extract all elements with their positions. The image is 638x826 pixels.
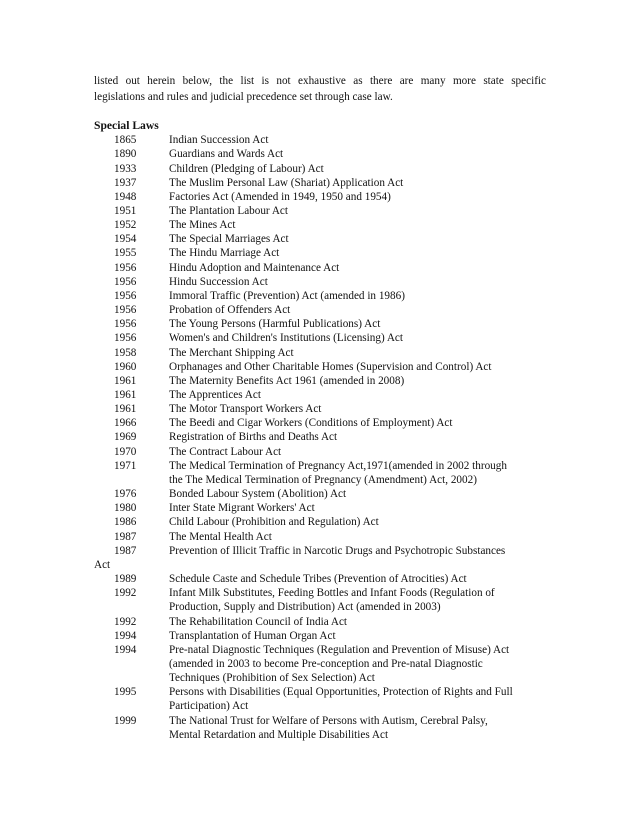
law-title-continuation: Act [94,558,111,571]
law-entry [94,515,546,529]
law-title: Hindu Adoption and Maintenance Act [169,261,340,274]
law-year: 1951 [114,204,137,217]
law-entry [94,459,546,487]
law-entry [94,232,546,246]
law-title: Prevention of Illicit Traffic in Narcotic Drugs and Psychotropic Substances [169,544,506,557]
section-heading: Special Laws [94,119,159,132]
law-title: The Apprentices Act [169,389,261,402]
law-year: 1956 [114,318,137,331]
law-title: The Young Persons (Harmful Publications) Act [169,318,381,331]
law-year: 1987 [114,544,137,557]
law-year: 1994 [114,643,137,656]
law-entry [94,147,546,161]
law-entry [94,586,546,614]
law-year: 1980 [114,502,137,515]
law-title: The Mental Health Act [169,530,272,543]
law-year: 1976 [114,488,137,501]
law-year: 1956 [114,275,137,288]
law-entry [94,430,546,444]
intro-paragraph [94,73,546,105]
law-year: 1971 [114,459,137,472]
law-year: 1956 [114,332,137,345]
law-title: The National Trust for Welfare of Persons with Autism, Cerebral Palsy, Mental Retardation and Multiple Disabilities Act [169,714,488,741]
law-year: 1995 [114,686,137,699]
law-year: 1992 [114,587,137,600]
law-entry [94,402,546,416]
law-entry [94,388,546,402]
law-year: 1987 [114,530,137,543]
law-entry [94,176,546,190]
law-year: 1956 [114,304,137,317]
page-content [94,73,546,742]
law-entry [94,685,546,713]
law-year: 1994 [114,629,137,642]
law-entry [94,445,546,459]
law-title: Pre-natal Diagnostic Techniques (Regulation and Prevention of Misuse) Act (amended in 2003 to become Pre-conception and Pre-natal Diagnostic Techniques (Prohibition of Sex Selection) Act [169,643,510,685]
law-title: The Beedi and Cigar Workers (Conditions of Employment) Act [169,417,453,430]
law-year: 1933 [114,162,137,175]
law-year: 1986 [114,516,137,529]
law-entry [94,190,546,204]
law-entry [94,615,546,629]
law-entry [94,218,546,232]
law-entry [94,487,546,501]
law-entry [94,261,546,275]
law-entry [94,530,546,544]
law-title: Children (Pledging of Labour) Act [169,162,324,175]
law-year: 1954 [114,233,137,246]
law-year: 1970 [114,445,137,458]
law-title: Child Labour (Prohibition and Regulation) Act [169,516,379,529]
law-title: Registration of Births and Deaths Act [169,431,338,444]
law-year: 1956 [114,261,137,274]
law-entry [94,204,546,218]
law-year: 1960 [114,360,137,373]
law-title: Guardians and Wards Act [169,148,284,161]
law-entry [94,629,546,643]
law-entry [94,416,546,430]
law-year: 1999 [114,714,137,727]
law-year: 1948 [114,190,137,203]
intro-line: listed out herein below, the list is not exhaustive as there are many more state specific [94,75,546,87]
law-entry [94,289,546,303]
law-title: Women's and Children's Institutions (Licensing) Act [169,332,403,345]
law-title: Hindu Succession Act [169,275,268,288]
law-entry [94,162,546,176]
law-entry [94,317,546,331]
law-title: The Contract Labour Act [169,445,282,458]
law-year: 1969 [114,431,137,444]
law-year: 1966 [114,417,137,430]
law-title: The Plantation Labour Act [169,204,288,217]
law-title: Immoral Traffic (Prevention) Act (amended in 1986) [169,289,405,302]
law-title: Orphanages and Other Charitable Homes (Supervision and Control) Act [169,360,492,373]
law-title: The Medical Termination of Pregnancy Act,1971(amended in 2002 through the The Medical Termination of Pregnancy (Amendment) Act, 2002) [169,459,507,486]
laws-list [94,133,546,742]
law-year: 1961 [114,403,137,416]
law-entry [94,374,546,388]
law-entry [94,133,546,147]
law-entry [94,501,546,515]
law-year: 1937 [114,176,137,189]
law-entry [94,714,546,742]
law-title: Infant Milk Substitutes, Feeding Bottles and Infant Foods (Regulation of Production, Supply and Distribution) Act (amended in 2003) [169,587,495,614]
intro-line: legislations and rules and judicial precedence set through case law. [94,91,393,103]
law-title: Factories Act (Amended in 1949, 1950 and 1954) [169,190,391,203]
law-title: The Merchant Shipping Act [169,346,294,359]
law-title: Transplantation of Human Organ Act [169,629,336,642]
law-title: The Hindu Marriage Act [169,247,280,260]
law-title: The Motor Transport Workers Act [169,403,322,416]
law-title: Probation of Offenders Act [169,304,291,317]
law-title: The Rehabilitation Council of India Act [169,615,348,628]
law-title: Schedule Caste and Schedule Tribes (Prevention of Atrocities) Act [169,573,467,586]
law-title: The Special Marriages Act [169,233,289,246]
law-year: 1958 [114,346,137,359]
law-year: 1890 [114,148,137,161]
law-title: The Mines Act [169,219,236,232]
law-entry [94,346,546,360]
law-entry [94,246,546,260]
law-year: 1865 [114,134,137,147]
law-year: 1961 [114,389,137,402]
law-year: 1989 [114,573,137,586]
law-entry [94,572,546,586]
law-year: 1952 [114,219,137,232]
law-title: Persons with Disabilities (Equal Opportunities, Protection of Rights and Full Participation) Act [169,686,513,713]
law-title: Indian Succession Act [169,134,269,147]
law-title: The Maternity Benefits Act 1961 (amended in 2008) [169,374,405,387]
law-entry [94,643,546,685]
law-year: 1992 [114,615,137,628]
law-entry [94,275,546,289]
law-year: 1956 [114,289,137,302]
law-year: 1955 [114,247,137,260]
law-entry [94,360,546,374]
law-title: Bonded Labour System (Abolition) Act [169,488,347,501]
law-year: 1961 [114,374,137,387]
law-title: Inter State Migrant Workers' Act [169,502,315,515]
law-entry [94,544,546,572]
law-title: The Muslim Personal Law (Shariat) Application Act [169,176,404,189]
law-entry [94,331,546,345]
law-entry [94,303,546,317]
